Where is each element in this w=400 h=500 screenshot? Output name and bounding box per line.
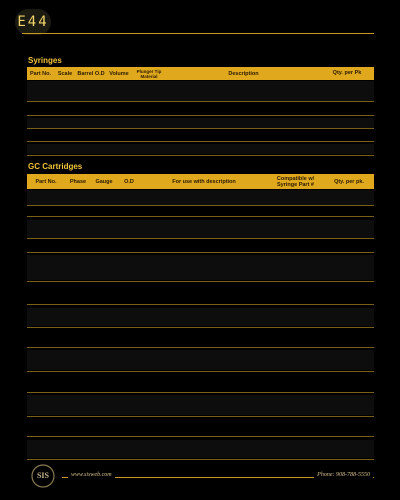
- gc-row-line: [27, 371, 374, 372]
- col-qty: Qty. per pk.: [334, 178, 364, 185]
- gc-row-line: [27, 416, 374, 417]
- col-od: O.D: [124, 178, 134, 185]
- col-part-no: Part No.: [29, 70, 52, 77]
- gc-row-line: [27, 347, 374, 348]
- header-rule: [22, 33, 374, 34]
- gc-row-line: [27, 238, 374, 239]
- gc-row-band: [27, 308, 374, 326]
- syringes-title: Syringes: [28, 56, 62, 65]
- syringes-row-line: [27, 155, 374, 156]
- col-scale: Scale: [57, 70, 73, 77]
- gc-row-line: [27, 281, 374, 282]
- col-for-use-with: For use with description: [172, 178, 236, 185]
- sis-logo: [29, 463, 57, 489]
- gc-row-band: [27, 395, 374, 415]
- gc-row-line: [27, 216, 374, 217]
- gc-row-band: [27, 220, 374, 238]
- col-volume: Volume: [109, 70, 129, 77]
- syringes-row-5: [27, 144, 374, 154]
- gc-row-band: [27, 350, 374, 370]
- col-qty: Qty. per Pk: [332, 69, 362, 76]
- gc-row-line: [27, 392, 374, 393]
- syringes-row-1: [27, 81, 374, 101]
- gc-row-band: [27, 255, 374, 280]
- gc-row-line: [27, 304, 374, 305]
- syringes-row-line: [27, 141, 374, 142]
- syringes-table-header: [27, 67, 374, 80]
- gc-row-band: [27, 190, 374, 205]
- syringes-row-3: [27, 118, 374, 128]
- col-plunger-tip: Plunger Tip Material: [136, 68, 162, 79]
- gc-row-line: [27, 205, 374, 206]
- footer-phone: Phone: 908-788-5550: [314, 472, 373, 478]
- gc-row-line: [27, 436, 374, 437]
- col-description: Description: [228, 70, 259, 77]
- col-phase: Phase: [69, 178, 87, 185]
- gc-row-line: [27, 327, 374, 328]
- gc-row-band: [27, 440, 374, 458]
- sis-logo-text: SIS: [36, 471, 50, 480]
- syringes-row-line: [27, 101, 374, 102]
- col-gauge: Gauge: [95, 178, 113, 185]
- col-compatible-syringe: Compatible w/ Syringe Part #: [276, 175, 315, 188]
- footer-url[interactable]: www.sisweb.com: [68, 472, 115, 478]
- syringes-row-line: [27, 128, 374, 129]
- gc-cartridges-title: GC Cartridges: [28, 162, 83, 171]
- syringes-row-line: [27, 115, 374, 116]
- col-part-no: Part No.: [35, 178, 57, 185]
- gc-row-line: [27, 459, 374, 460]
- col-barrel-od: Barrel O.D: [77, 70, 105, 77]
- page-code-badge: E44: [15, 9, 51, 35]
- gc-row-line: [27, 252, 374, 253]
- gc-table-header: [27, 174, 374, 189]
